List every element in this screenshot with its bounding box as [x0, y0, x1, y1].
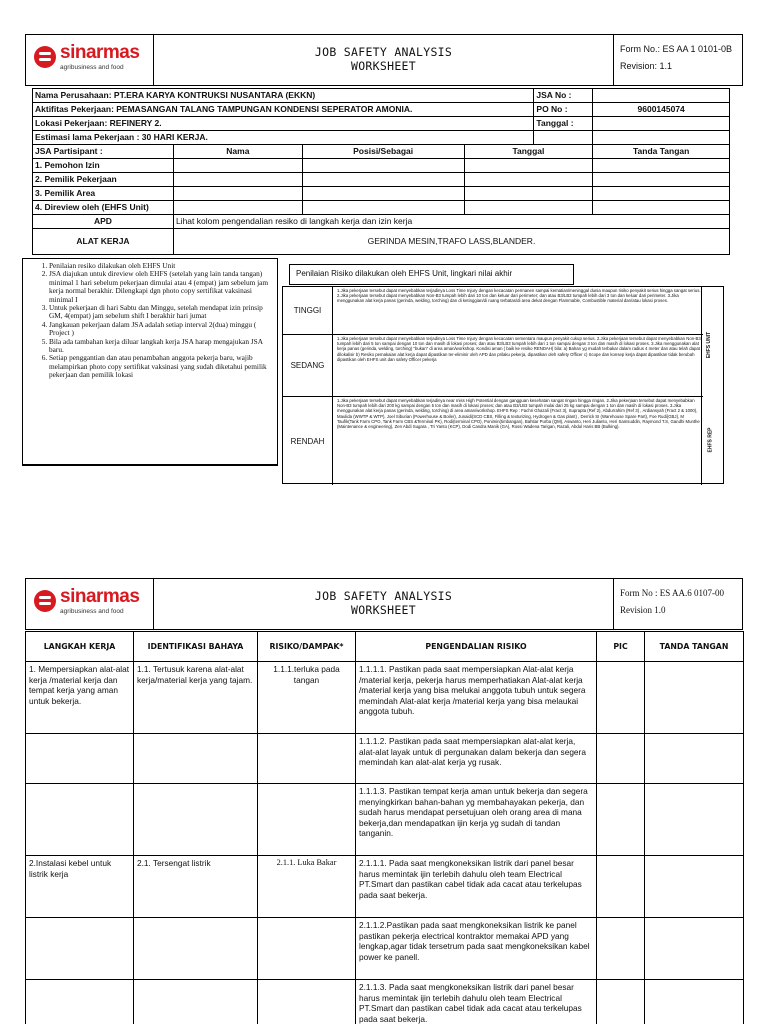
participant-position[interactable] [302, 173, 464, 187]
sinarmas-logo [34, 587, 146, 621]
tools-value: GERINDA MESIN,TRAFO LASS,BLANDER. [173, 229, 729, 255]
cell-pengendalian: 2.1.1.1. Pada saat mengkoneksikan listrik dari panel besar harus memintak ijin terlebih dahulu oleh team Electrical PT.Smart dan pastikan cabel tidak ada cacat atau terkelupas pada saat bekerja. [356, 856, 597, 918]
participant-date[interactable] [464, 173, 593, 187]
col-nama: Nama [173, 145, 302, 159]
table-row [26, 784, 744, 856]
cell-signature[interactable] [645, 784, 744, 856]
cell-signature[interactable] [645, 918, 744, 980]
rule-item: 6. Setiap penggantian dan atau penambahan anggota pekerja baru, wajib melampirkan photo copy sertifikat vaksinasi yang sudah diketahui pemilik pekerjaan dan pemilik lokasi [49, 354, 273, 379]
risk-desc-tinggi: 1.Jika pekerjaan tersebut dapat menyebabkan terjadinya Loss Time Injury dengan kecacatan permanen sampai kematian/meninggal dunia maupun risiko penyakit serius hingga sangat serius. 2.Jika pekerjaan tersebut dapat menyebabkan Non-B3 tumpah lebih dari 10 ton dan keluar dari perimeter; dan atau B3/LB3 tumpah lebih dari 3 ton dan keluar dari perimeter. 3.Jika menggunakan alat kerja panas (gerinda, welding, torching) dan di ketinggian/di ruang terbatas/di area dekat dengan Flammable, Combustible material dan/atau lokasi proses. [337, 288, 701, 304]
risk-row-sedang [283, 335, 703, 397]
worksheet-header-2 [25, 578, 743, 630]
col-pengendalian-risiko: PENGENDALIAN RISIKO [356, 632, 597, 662]
empty-cell [593, 131, 730, 145]
title-line-1: JOB SAFETY ANALYSIS [314, 45, 453, 59]
col-ttd: Tanda Tangan [593, 145, 730, 159]
cell-bahaya [134, 918, 258, 980]
side-label-top: EHFS UNIT [706, 331, 713, 359]
risk-level-rendah[interactable]: RENDAH [283, 397, 333, 485]
cell-pengendalian: 2.1.1.2.Pastikan pada saat mengkoneksikan listrik ke panel pastikan pekerja electrical kontraktor memakai APD yang lengkap,agar tidak tersetrum pada saat mengkoneksikan kabel power ke panell. [356, 918, 597, 980]
participant-signature[interactable] [593, 173, 730, 187]
form-number: Form No.: ES AA 1 0101-0B [620, 44, 733, 54]
document-title [154, 35, 614, 85]
title-line-1: JOB SAFETY ANALYSIS [314, 589, 453, 603]
participant-name[interactable] [173, 187, 302, 201]
jsa-worksheet-table [25, 631, 744, 1024]
date-value[interactable] [593, 117, 730, 131]
rules-list [27, 262, 273, 380]
risk-matrix [282, 286, 724, 484]
side-label-bottom: EHFS REP [707, 427, 714, 453]
form-info [614, 35, 744, 85]
cell-pengendalian: 1.1.1.1. Pastikan pada saat mempersiapkan Alat-alat kerja /material kerja, pekerja harus memperhatiakan Alat-alat kerja /material kerja yang bisa melukai anggota tubuh untuk segera memindah Alat-alat kerja /material kerja yang bisa melaukai anggota tubuh. [356, 662, 597, 734]
logo-cell [26, 579, 154, 629]
participant-date[interactable] [464, 187, 593, 201]
cell-risiko: 2.1.1. Luka Bakar [258, 856, 356, 918]
participant-name[interactable] [173, 159, 302, 173]
col-tanggal: Tanggal [464, 145, 593, 159]
participant-position[interactable] [302, 187, 464, 201]
cell-pic[interactable] [597, 918, 645, 980]
jsa-no-value[interactable] [593, 89, 730, 103]
duration: Estimasi lama Pekerjaan : 30 HARI KERJA. [33, 131, 534, 145]
cell-risiko [258, 784, 356, 856]
cell-langkah [26, 734, 134, 784]
company-name: Nama Perusahaan: PT.ERA KARYA KONTRUKSI NUSANTARA (EKKN) [33, 89, 534, 103]
cell-risiko [258, 980, 356, 1024]
cell-pengendalian: 1.1.1.2. Pastikan pada saat mempersiapkan alat-alat kerja, alat-alat layak untuk di pergunakan dalam bekerja dan segera memindah kan alat-alat kerja yg rusak. [356, 734, 597, 784]
po-no-label: PO No : [534, 103, 593, 117]
cell-pic[interactable] [597, 856, 645, 918]
col-pic: PIC [597, 632, 645, 662]
cell-bahaya: 2.1. Tersengat listrik [134, 856, 258, 918]
col-identifikasi-bahaya: IDENTIFIKASI BAHAYA [134, 632, 258, 662]
form-info [614, 579, 744, 629]
cell-signature[interactable] [645, 662, 744, 734]
brand-subtitle: agribusiness and food [60, 64, 124, 71]
brand-subtitle: agribusiness and food [60, 608, 124, 615]
risk-assessment-note: Penilaian Risiko dilakukan oleh EHFS Unit, lingkari nilai akhir [289, 264, 574, 285]
rule-item: 4. Jangkauan pekerjaan dalam JSA adalah setiap interval 2(dua) minggu ( Project ) [49, 321, 273, 338]
location: Lokasi Pekerjaan: REFINERY 2. [33, 117, 534, 131]
sinarmas-logo-icon [34, 46, 56, 68]
risk-level-tinggi[interactable]: TINGGI [283, 287, 333, 334]
rule-item: 2. JSA diajukan untuk direview oleh EHFS (setelah yang lain tanda tangan) minimal 1 hari sebelum pekerjaan dimulai atau 4 (empat) jam sebelum jam kerja normal berakhir. Dilengkapi dgn photo copy sertifikat vaksinasi minimal I [49, 270, 273, 304]
participant-position[interactable] [302, 201, 464, 215]
col-tanda-tangan: TANDA TANGAN [645, 632, 744, 662]
revision: Revision: 1.1 [620, 61, 673, 71]
apd-value: Lihat kolom pengendalian resiko di langkah kerja dan izin kerja [173, 215, 729, 229]
sinarmas-logo-icon [34, 590, 56, 612]
risk-level-sedang[interactable]: SEDANG [283, 335, 333, 396]
table-row [26, 662, 744, 734]
col-risiko-dampak: RISIKO/DAMPAK* [258, 632, 356, 662]
form-number: Form No : ES AA.6 0107-00 [620, 588, 725, 598]
cell-risiko [258, 918, 356, 980]
po-no-value[interactable]: 9600145074 [593, 103, 730, 117]
cell-risiko [258, 734, 356, 784]
participant-name[interactable] [173, 173, 302, 187]
cell-bahaya [134, 980, 258, 1024]
jsa-no-label: JSA No : [534, 89, 593, 103]
rule-item: 1. Penilaian resiko dilakukan oleh EHFS Unit [49, 262, 273, 270]
cell-pic[interactable] [597, 734, 645, 784]
participant-signature[interactable] [593, 187, 730, 201]
participant-row: 3. Pemilik Area [33, 187, 174, 201]
cell-bahaya [134, 734, 258, 784]
ehfs-signature-column[interactable] [701, 287, 723, 485]
document-title [154, 579, 614, 629]
cell-pengendalian: 2.1.1.3. Pada saat mengkoneksikan listrik dari panel besar harus memintak ijin terlebih dahulu oleh team Electrical PT.Smart dan pastikan cabel tidak ada cacat atau terkelupas pada saat bekerja. [356, 980, 597, 1024]
participant-row: 2. Pemilik Pekerjaan [33, 173, 174, 187]
participant-name[interactable] [173, 201, 302, 215]
sinarmas-logo [34, 43, 146, 77]
title-line-2: WORKSHEET [350, 603, 416, 617]
apd-label: APD [33, 215, 174, 229]
cell-pic[interactable] [597, 662, 645, 734]
cell-langkah [26, 784, 134, 856]
brand-name: sinarmas [60, 586, 140, 607]
table-row [26, 980, 744, 1024]
cell-pic[interactable] [597, 980, 645, 1024]
rule-item: 5. Bila ada tambahan kerja diluar langkah kerja JSA harap mengajukan JSA baru. [49, 338, 273, 355]
revision: Revision 1.0 [620, 605, 666, 615]
cell-langkah: 1. Mempersiapkan alat-alat kerja /material kerja dan tempat kerja yang aman untuk bekerja. [26, 662, 134, 734]
risk-row-rendah [283, 397, 703, 485]
participant-signature[interactable] [593, 201, 730, 215]
cell-pic[interactable] [597, 784, 645, 856]
participants-header: JSA Partisipant : [33, 145, 174, 159]
participant-row: 4. Direview oleh (EHFS Unit) [33, 201, 174, 215]
cell-bahaya [134, 784, 258, 856]
rules-box [22, 258, 278, 466]
jsa-info-table [32, 88, 730, 255]
cell-risiko: 1.1.1.terluka pada tangan [258, 662, 356, 734]
empty-cell [534, 131, 593, 145]
cell-langkah [26, 980, 134, 1024]
col-langkah-kerja: LANGKAH KERJA [26, 632, 134, 662]
tools-label: ALAT KERJA [33, 229, 174, 255]
activity: Aktifitas Pekerjaan: PEMASANGAN TALANG TAMPUNGAN KONDENSI SEPERATOR AMONIA. [33, 103, 534, 117]
title-line-2: WORKSHEET [350, 59, 416, 73]
brand-name: sinarmas [60, 42, 140, 63]
worksheet-header-1 [25, 34, 743, 86]
logo-cell [26, 35, 154, 85]
date-label: Tanggal : [534, 117, 593, 131]
participant-signature[interactable] [593, 159, 730, 173]
risk-desc-sedang: 1.Jika pekerjaan tersebut dapat menyebabkan terjadinya Loss Time Injury dengan kecacatan sementara maupun penyakit cukup serius. 2.Jika pekerjaan tersebut dapat menyebabkan Non-B3 tumpah lebih dari 5 ton sampai dengan 10 ton dan masih di lokasi proses; dan atau B3/LB3 tumpah lebih dari 1 ton sampai dengan 3 ton dan masih di lokasi proses. 3.Jika menggunakan alat kerja panas (gerinda, welding, torching) "bukan" di area aman/workshop. Kondisi aman ( baik ke resiko RENDAH) bila: a) Bahan yg mudah terbakar dalam radius 4 meter dan atau telah dapat dilokalisir b) Resiko pemakaian alat kerja dapat dipastikan ter-eliminir oleh APD dan prilaku pekerja, dipastikan oleh safety Officer c) Scope dan konsep kerja dapat dipastikan tidak berubah dipastikan oleh EHFS unit dan safety Officer pekerja [337, 336, 701, 362]
cell-bahaya: 1.1. Tertusuk karena alat-alat kerja/material kerja yang tajam. [134, 662, 258, 734]
participant-date[interactable] [464, 159, 593, 173]
participant-date[interactable] [464, 201, 593, 215]
table-row [26, 918, 744, 980]
participant-position[interactable] [302, 159, 464, 173]
cell-signature[interactable] [645, 734, 744, 784]
cell-signature[interactable] [645, 980, 744, 1024]
table-row [26, 734, 744, 784]
col-posisi: Posisi/Sebagai [302, 145, 464, 159]
cell-langkah [26, 918, 134, 980]
table-row [26, 856, 744, 918]
participant-row: 1. Pemohon Izin [33, 159, 174, 173]
cell-signature[interactable] [645, 856, 744, 918]
risk-desc-rendah: 1.Jika pekerjaan tersebut dapat menyebabkan terjadinya near miss High Potential dengan gangguan kesehatan sangat ringan hingga ringan. 2.Jika pekerjaan tersebut dapat menyebabkan Non-B3 tumpah lebih dari 200 kg sampai dengan 5 ton dan masih di lokasi proses; dan atau B3/LB3 tumpah mulai dari 25 kg sampai dengan 1 ton dan masih di lokasi proses. 3.Jika menggunakan alat kerja panas (gerinda, welding, torching) di area aman/workshop. EHFS Rep : Fachri Ghazali (Fract 3), Suprapta (Ref 2), Abdurrahim (Ref 3) , Ardiansyah (Fract 2 & 1000), Maulida (WWTP & WTP), Joel Siburian (Powerhouse & Boiler), Junaidi(SCD CBS, Filling & texturizing, Hydrogen & Gas plant) , Derrick SI (Warehouse Spare Part), Foe Rudi(GBJ), M Taufik(Tank Farm CPO, Tank Farm CBS &Terminal PK), Rodi(terminal CPO), Ponimin(timbangan), Bahtiar Purba (QM), Aswanto, Heri Julianto, Heri Samsuddin, Raymond T.S, Gandhi Munthe (Maintenance & engineering), Zen Abdi Sugara , Tri Yanto (KCP), Dodi Candra Manik (GA), Rossi Wadena Tarigan, Razali, Abdul Haris BB (Bulking). [337, 398, 700, 430]
cell-langkah: 2.Instalasi kebel untuk listrik kerja [26, 856, 134, 918]
risk-row-tinggi [283, 287, 703, 335]
rule-item: 3. Untuk pekerjaan di hari Sabtu dan Minggu, setelah mendapat izin prinsip GM, 4(empat) jam sebelum shift I berakhir hari jumat [49, 304, 273, 321]
cell-pengendalian: 1.1.1.3. Pastikan tempat kerja aman untuk bekerja dan segera menyingkirkan bahan-bahan yg membahayakan pekerja, dan sudah harus mendapat persetujuan oleh orang area di mana bekerja,dan mendapatkan ijin kerja yg sudah di tandan tanganin. [356, 784, 597, 856]
